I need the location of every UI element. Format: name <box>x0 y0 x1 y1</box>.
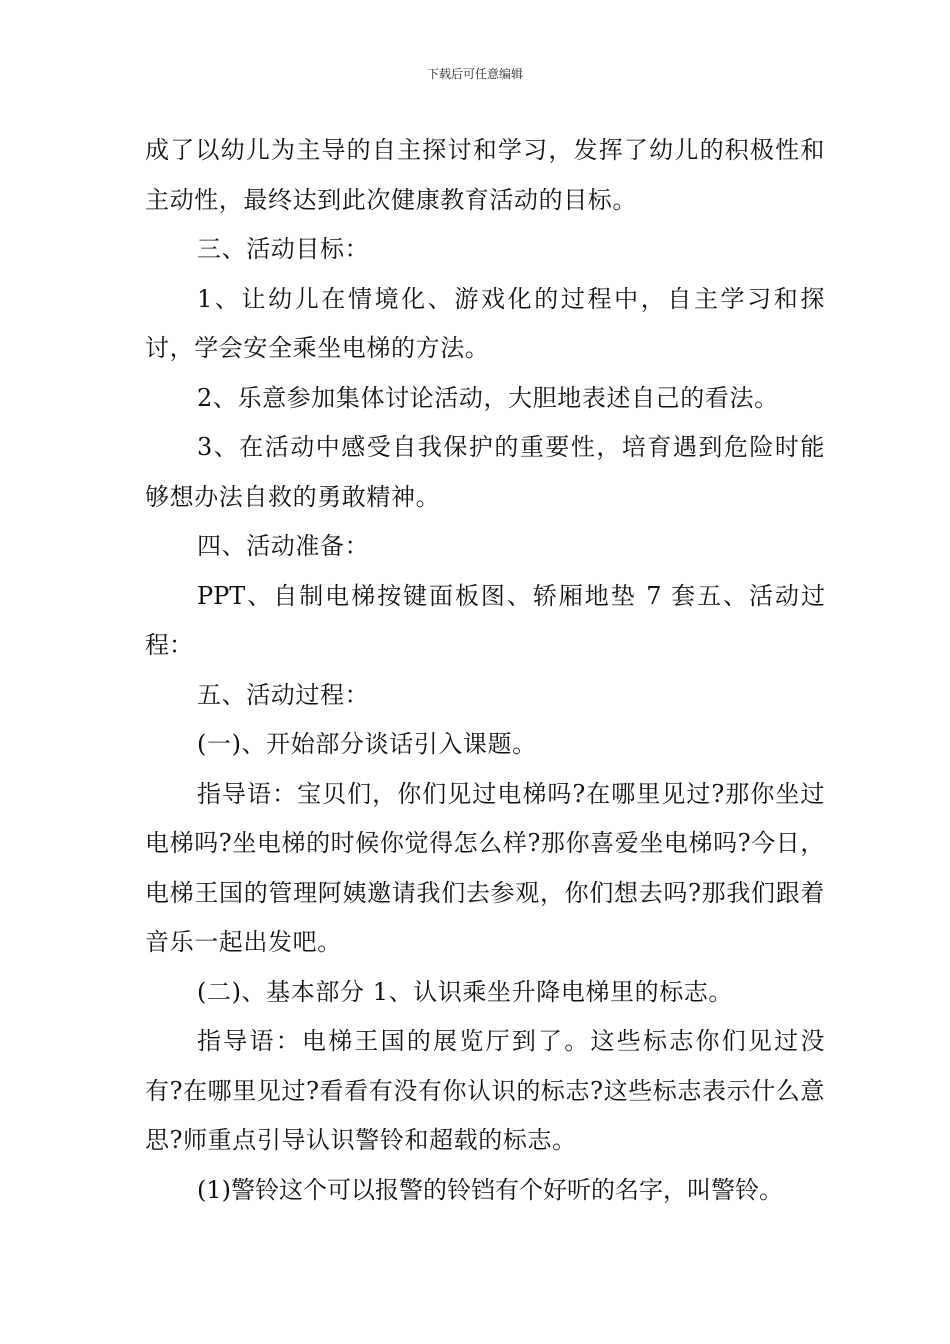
objective-item-1: 1、让幼儿在情境化、游戏化的过程中，自主学习和探讨，学会安全乘坐电梯的方法。 <box>145 284 825 362</box>
objective-item-2: 2、乐意参加集体讨论活动，大胆地表述自己的看法。 <box>197 383 779 412</box>
page-header-note: 下载后可任意编辑 <box>426 67 523 81</box>
section-heading-preparation: 四、活动准备： <box>197 532 370 560</box>
preparation-materials: PPT、自制电梯按键面板图、轿厢地垫 7 套五、活动过程： <box>145 581 825 659</box>
objective-item-3: 3、在活动中感受自我保护的重要性，培育遇到危险时能够想办法自救的勇敢精神。 <box>145 433 825 511</box>
guidance-paragraph-1: 指导语：宝贝们，你们见过电梯吗?在哪里见过?那你坐过电梯吗?坐电梯的时候你觉得怎么样?那你喜爱坐电梯吗?今日，电梯王国的管理阿姨邀请我们去参观，你们想去吗?那我们跟着音乐一起出发吧。 <box>145 779 825 956</box>
document-body <box>145 126 825 1215</box>
process-step-basic: (二)、基本部分 1、认识乘坐升降电梯里的标志。 <box>197 977 734 1006</box>
section-heading-process: 五、活动过程： <box>197 680 370 709</box>
paragraph-intro-continuation: 成了以幼儿为主导的自主探讨和学习，发挥了幼儿的积极性和主动性，最终达到此次健康教育活动的目标。 <box>145 136 825 214</box>
guidance-paragraph-2: 指导语：电梯王国的展览厅到了。这些标志你们见过没有?在哪里见过?看看有没有你认识的标志?这些标志表示什么意思?师重点引导认识警铃和超载的标志。 <box>145 1027 825 1154</box>
section-heading-objectives: 三、活动目标： <box>197 235 370 263</box>
process-step-opening: (一)、开始部分谈话引入课题。 <box>197 730 537 758</box>
alarm-bell-paragraph: (1)警铃这个可以报警的铃铛有个好听的名字，叫警铃。 <box>197 1175 783 1204</box>
